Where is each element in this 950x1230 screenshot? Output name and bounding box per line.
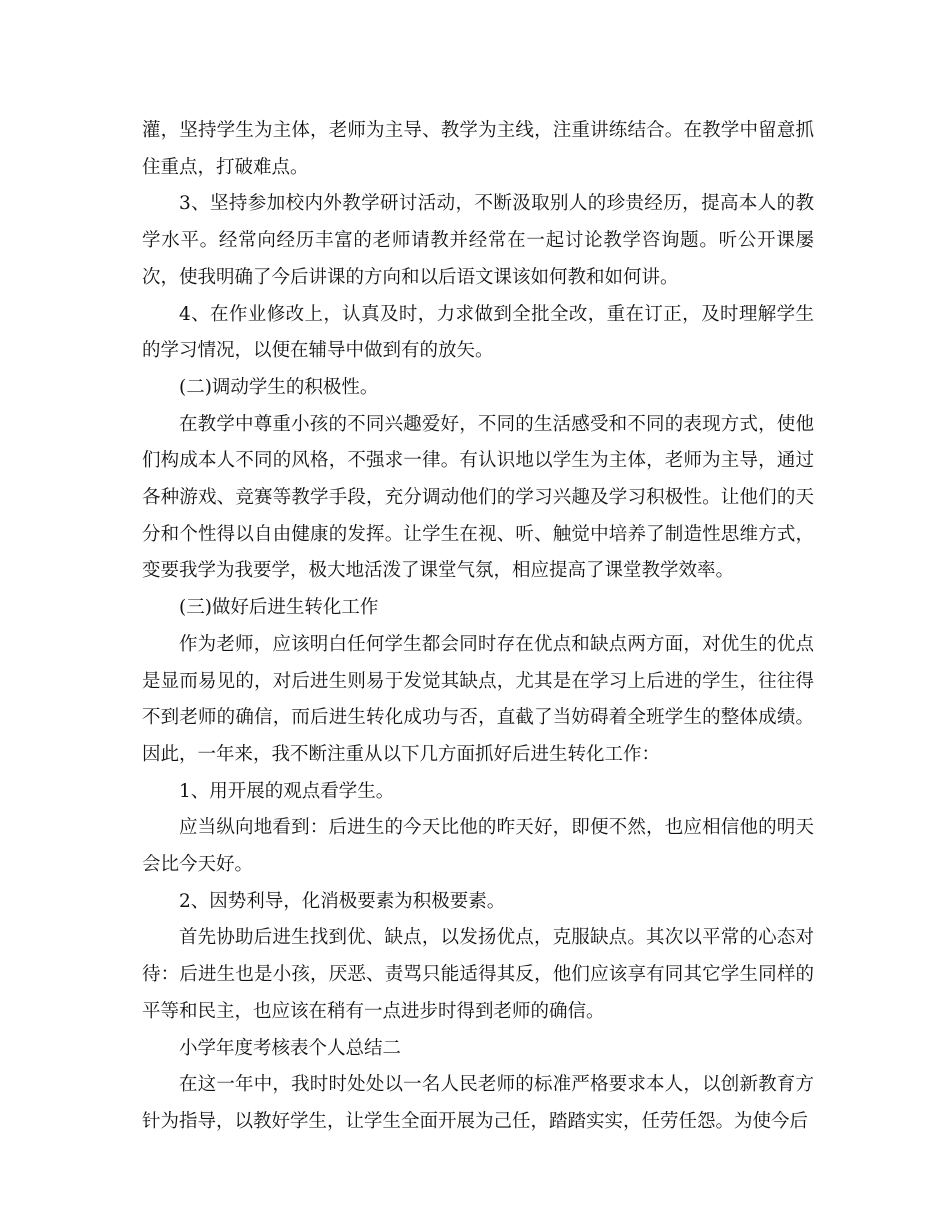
section-heading-3: (三)做好后进生转化工作 [179,597,379,619]
section-heading-2: (二)调动学生的积极性。 [179,376,379,398]
paragraph-underachievers: 作为老师，应该明白任何学生都会同时存在优点和缺点两方面，对优生的优点是显而易见的，对后进生则易于发觉其缺点，尤其是在学习上后进的学生，往往得不到老师的确信，而后进生转化成功与否，直截了当妨碍着全班学生的整体成绩。因此，一年来，我不断注重从以下几方面抓好后进生转化工作： [142,633,814,765]
subheading-1: 1、用开展的观点看学生。 [179,780,395,802]
document-body [142,113,814,1141]
paragraph-continuation: 灌，坚持学生为主体，老师为主导、教学为主线，注重讲练结合。在教学中留意抓住重点，打破难点。 [142,120,814,178]
paragraph-development-view: 应当纵向地看到：后进生的今天比他的昨天好，即便不然，也应相信他的明天会比今天好。 [142,817,814,876]
subheading-2: 2、因势利导，化消极要素为积极要素。 [179,890,506,912]
paragraph-guidance: 首先协助后进生找到优、缺点，以发扬优点，克服缺点。其次以平常的心态对待：后进生也是小孩，厌恶、责骂只能适得其反，他们应该享有同其它学生同样的平等和民主，也应该在稍有一点进步时得到老师的确信。 [142,927,814,1022]
paragraph-item-3: 3、坚持参加校内外教学研讨活动，不断汲取别人的珍贵经历，提高本人的教学水平。经常向经历丰富的老师请教并经常在一起讨论教学咨询题。听公开课屡次，使我明确了今后讲课的方向和以后语文课该如何教和如何讲。 [142,193,814,288]
paragraph-interest: 在教学中尊重小孩的不同兴趣爱好，不同的生活感受和不同的表现方式，使他们构成本人不同的风格，不强求一律。有认识地以学生为主体，老师为主导，通过各种游戏、竞赛等教学手段，充分调动他们的学习兴趣及学习积极性。让他们的天分和个性得以自由健康的发挥。让学生在视、听、触觉中培养了制造性思维方式，变要我学为我要学，极大地活泼了课堂气氛，相应提高了课堂教学效率。 [142,413,814,582]
paragraph-item-4: 4、在作业修改上，认真及时，力求做到全批全改，重在订正，及时理解学生的学习情况，以便在辅导中做到有的放矢。 [142,303,814,362]
paragraph-summary-intro: 在这一年中，我时时处处以一名人民老师的标准严格要求本人，以创新教育方针为指导，以教好学生，让学生全面开展为己任，踏踏实实，任劳任怨。为使今后 [142,1074,814,1132]
summary-title-2: 小学年度考核表个人总结二 [179,1037,402,1059]
